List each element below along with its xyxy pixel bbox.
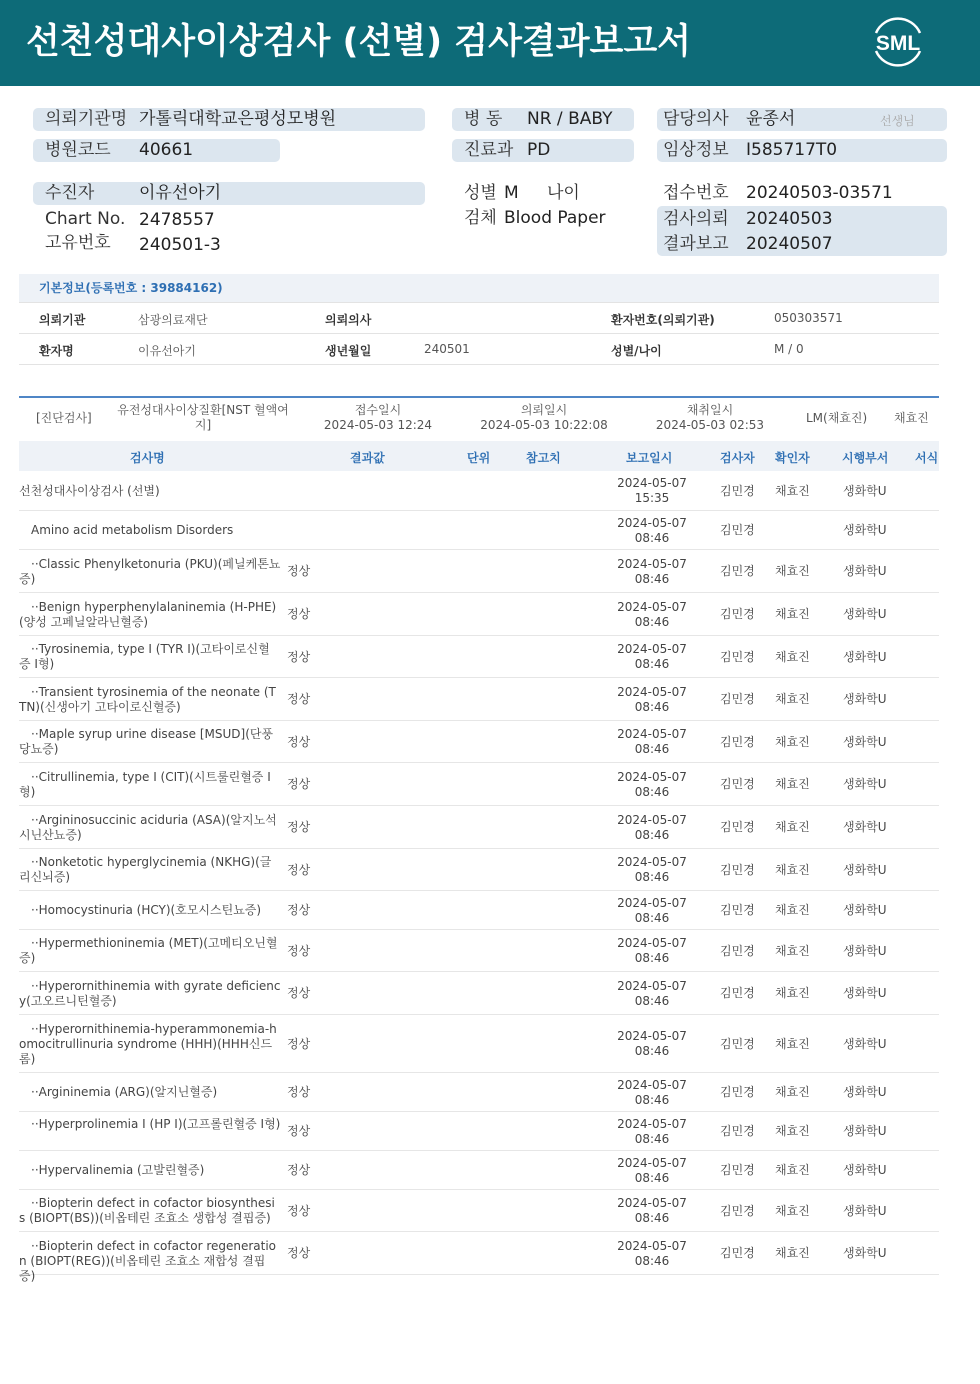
test-name: ··Classic Phenylketonuria (PKU)(페닐케톤뇨증): [19, 557, 281, 586]
col-checker: 확인자: [775, 451, 810, 465]
specimen-label: 검체: [464, 208, 497, 228]
col-result: 결과값: [350, 451, 385, 465]
department: 생화학U: [843, 650, 887, 664]
checker: 채효진: [775, 986, 810, 1000]
basic-info-heading-text: 기본정보(등록번호 : 39884162): [39, 281, 223, 295]
table-row: [19, 806, 939, 849]
basic-value: 240501: [424, 342, 470, 356]
test-name: ··Argininemia (ARG)(알지닌혈증): [31, 1085, 218, 1099]
reporter: 김민경: [720, 863, 755, 877]
checker: 채효진: [775, 1204, 810, 1218]
basic-key: 환자명: [39, 344, 74, 358]
result-value: 정상: [287, 986, 311, 1000]
divider: [19, 333, 939, 334]
result-value: 정상: [287, 1163, 311, 1177]
col-reporter: 검사자: [720, 451, 755, 465]
report-date: 2024-05-07 08:46: [617, 813, 687, 842]
department: 생화학U: [843, 607, 887, 621]
reporter: 김민경: [720, 650, 755, 664]
col-unit: 단위: [467, 451, 491, 465]
test-name: ··Citrullinemia, type I (CIT)(시트룰린혈증 I형): [19, 770, 271, 799]
table-row: [19, 1190, 939, 1232]
checker: 채효진: [775, 607, 810, 621]
test-name: Amino acid metabolism Disorders: [31, 523, 234, 537]
table-row: [19, 972, 939, 1015]
col-department: 시행부서: [842, 451, 889, 465]
reporter: 김민경: [720, 735, 755, 749]
reporter: 김민경: [720, 1037, 755, 1051]
department: 생화학U: [843, 735, 887, 749]
doctor-value: 윤종서: [746, 109, 796, 129]
reporter: 김민경: [720, 1204, 755, 1218]
report-date: 2024-05-07 08:46: [617, 979, 687, 1008]
report-date: 2024-05-07 08:46: [617, 600, 687, 629]
patient-value: 이유선아기: [139, 183, 222, 203]
checker: 채효진: [775, 777, 810, 791]
table-row: [19, 930, 939, 972]
test-name: ··Biopterin defect in cofactor biosynthesis (BIOPT(BS))(비옵테린 조효소 생합성 결핍증): [19, 1196, 275, 1225]
reporter: 김민경: [720, 607, 755, 621]
basic-value: M / 0: [774, 342, 804, 356]
report-header: [0, 0, 980, 86]
ward-label: 병 동: [464, 109, 503, 129]
reporter: 김민경: [720, 777, 755, 791]
receipt-time-value: 2024-05-03 12:24: [323, 418, 433, 432]
checker: 채효진: [775, 1246, 810, 1260]
test-category: [진단검사]: [36, 411, 92, 425]
test-name: ··Maple syrup urine disease [MSUD](단풍당뇨증): [19, 727, 274, 756]
checker: 채효진: [775, 820, 810, 834]
table-row: [19, 1015, 939, 1073]
unique-value: 240501-3: [139, 235, 221, 255]
result-value: 정상: [287, 903, 311, 917]
result-value: 정상: [287, 564, 311, 578]
result-value: 정상: [287, 944, 311, 958]
result-value: 정상: [287, 650, 311, 664]
report-date: 2024-05-07 08:46: [617, 516, 687, 545]
department: 생화학U: [843, 1037, 887, 1051]
sex-value: M: [504, 183, 519, 203]
result-value: 정상: [287, 820, 311, 834]
checker: 채효진: [775, 944, 810, 958]
hospital-label: 의뢰기관명: [45, 109, 128, 129]
ward-value: NR / BABY: [527, 109, 613, 129]
report-date: 2024-05-07 08:46: [617, 1239, 687, 1268]
table-row: [19, 763, 939, 806]
table-row: [19, 511, 939, 550]
test-name: ··Hypermethioninemia (MET)(고메티오닌혈증): [19, 936, 278, 965]
department: 생화학U: [843, 692, 887, 706]
checker: 채효진: [775, 903, 810, 917]
basic-value: 삼광의료재단: [138, 313, 208, 327]
checker: 채효진: [775, 1037, 810, 1051]
report-date: 2024-05-07 08:46: [617, 896, 687, 925]
table-row: [19, 721, 939, 763]
test-name: 유전성대사이상질환[NST 혈액여지]: [117, 403, 289, 432]
lab-name: LM(채효진): [806, 411, 868, 425]
report-date: 2024-05-07 08:46: [617, 1078, 687, 1107]
col-report-date: 보고일시: [626, 451, 673, 465]
table-row: [19, 891, 939, 930]
test-name: ··Biopterin defect in cofactor regeneration (BIOPT(REG))(비옵테린 조효소 재합성 결핍증): [19, 1239, 277, 1283]
checker: 채효진: [775, 650, 810, 664]
result-value: 정상: [287, 777, 311, 791]
report-date: 2024-05-07 08:46: [617, 770, 687, 799]
report-date: 2024-05-07 08:46: [617, 642, 687, 671]
report-date: 2024-05-07 08:46: [617, 1156, 687, 1185]
test-name: ··Hypervalinemia (고발린혈증): [31, 1163, 205, 1177]
section-rule: [19, 396, 939, 398]
basic-info-heading: [19, 274, 939, 302]
col-form: 서식: [915, 451, 939, 465]
department: 생화학U: [843, 484, 887, 498]
table-row: [19, 1112, 939, 1151]
result-value: 정상: [287, 1124, 311, 1138]
test-name: ··Nonketotic hyperglycinemia (NKHG)(글리신뇌증): [19, 855, 272, 884]
dept-label: 진료과: [464, 140, 514, 160]
table-row: [19, 849, 939, 891]
test-name: ··Hyperornithinemia-hyperammonemia-homocitrullinuria syndrome (HHH)(HHH신드롬): [19, 1022, 277, 1066]
result-value: 정상: [287, 1246, 311, 1260]
basic-key: 환자번호(의뢰기관): [611, 313, 715, 327]
basic-key: 성별/나이: [611, 344, 662, 358]
department: 생화학U: [843, 1246, 887, 1260]
result-value: 정상: [287, 692, 311, 706]
receipt-label: 접수번호: [663, 183, 729, 203]
divider: [19, 364, 939, 365]
request-time: [477, 403, 611, 433]
receipt-time: [318, 403, 438, 433]
department: 생화학U: [843, 777, 887, 791]
test-name: ··Argininosuccinic aciduria (ASA)(알지노석시닌산뇨증): [19, 813, 277, 842]
report-date-label: 결과보고: [663, 234, 729, 254]
checker: 채효진: [775, 1085, 810, 1099]
result-value: 정상: [287, 735, 311, 749]
table-row: [19, 1073, 939, 1112]
clinical-label: 임상정보: [663, 140, 729, 160]
table-row: [19, 636, 939, 678]
basic-key: 생년월일: [325, 344, 372, 358]
test-name: ··Hyperornithinemia with gyrate deficiency(고오르니틴혈증): [19, 979, 281, 1008]
basic-key: 의뢰기관: [39, 313, 86, 327]
reporter: 김민경: [720, 564, 755, 578]
sex-label: 성별: [464, 183, 497, 203]
department: 생화학U: [843, 903, 887, 917]
report-date: 2024-05-07 08:46: [617, 1029, 687, 1058]
result-value: 정상: [287, 863, 311, 877]
receipt-value: 20240503-03571: [746, 183, 893, 203]
collect-time-value: 2024-05-03 02:53: [655, 418, 765, 432]
basic-key: 의뢰의사: [325, 313, 372, 327]
sml-logo: [866, 13, 930, 71]
result-value: 정상: [287, 607, 311, 621]
doctor-label: 담당의사: [663, 109, 729, 129]
specimen-value: Blood Paper: [504, 208, 606, 228]
report-date: 2024-05-07 08:46: [617, 1117, 687, 1146]
checker: 채효진: [775, 1163, 810, 1177]
department: 생화학U: [843, 944, 887, 958]
reporter: 김민경: [720, 1163, 755, 1177]
reporter: 김민경: [720, 484, 755, 498]
code-label: 병원코드: [45, 140, 111, 160]
test-name: ··Transient tyrosinemia of the neonate (TTN)(신생아기 고타이로신혈증): [19, 685, 276, 714]
department: 생화학U: [843, 1204, 887, 1218]
request-time-label: 의뢰일시: [520, 403, 568, 417]
report-title: 선천성대사이상검사 (선별) 검사결과보고서: [26, 22, 691, 62]
table-row: [19, 550, 939, 593]
department: 생화학U: [843, 1085, 887, 1099]
reporter: 김민경: [720, 820, 755, 834]
sml-logo-text: SML: [875, 32, 921, 55]
request-value: 20240503: [746, 209, 833, 229]
checker: 채효진: [775, 692, 810, 706]
reporter: 김민경: [720, 523, 755, 537]
collect-time-label: 채취일시: [686, 403, 734, 417]
table-row: [19, 471, 939, 511]
divider: [19, 302, 939, 303]
department: 생화학U: [843, 820, 887, 834]
checker: 채효진: [775, 484, 810, 498]
department: 생화학U: [843, 1124, 887, 1138]
chart-value: 2478557: [139, 210, 215, 230]
dept-value: PD: [527, 140, 551, 160]
request-time-value: 2024-05-03 10:22:08: [480, 418, 608, 432]
table-row: [19, 678, 939, 721]
department: 생화학U: [843, 986, 887, 1000]
receipt-time-label: 접수일시: [354, 403, 402, 417]
basic-value: 이유선아기: [138, 344, 196, 358]
result-value: 정상: [287, 1037, 311, 1051]
test-name: ··Tyrosinemia, type I (TYR I)(고타이로신혈증 I형): [19, 642, 270, 671]
department: 생화학U: [843, 863, 887, 877]
collect-time: [650, 403, 770, 433]
reporter: 김민경: [720, 1085, 755, 1099]
age-label: 나이: [547, 183, 580, 203]
reporter: 김민경: [720, 1124, 755, 1138]
test-name: ··Benign hyperphenylalaninemia (H-PHE)(양성 고페닐알라닌혈증): [19, 600, 277, 629]
report-date: 2024-05-07 08:46: [617, 1196, 687, 1225]
test-name: ··Homocystinuria (HCY)(호모시스틴뇨증): [31, 903, 262, 917]
report-date: 2024-05-07 08:46: [617, 557, 687, 586]
result-value: 정상: [287, 1204, 311, 1218]
unique-label: 고유번호: [45, 233, 111, 253]
report-date: 2024-05-07 15:35: [617, 476, 687, 505]
hospital-value: 가톨릭대학교은평성모병원: [139, 109, 337, 129]
checker: 채효진: [775, 1124, 810, 1138]
code-value: 40661: [139, 140, 194, 160]
table-row: [19, 593, 939, 636]
test-name: 선천성대사이상검사 (선별): [19, 484, 160, 498]
chart-label: Chart No.: [45, 209, 126, 229]
reporter: 김민경: [720, 903, 755, 917]
checker: 채효진: [775, 735, 810, 749]
doctor-suffix: 선생님: [880, 114, 915, 128]
department: 생화학U: [843, 564, 887, 578]
table-row: [19, 1232, 939, 1283]
patient-label: 수진자: [45, 183, 95, 203]
reporter: 김민경: [720, 1246, 755, 1260]
checker: 채효진: [775, 564, 810, 578]
department: 생화학U: [843, 1163, 887, 1177]
report-date: 2024-05-07 08:46: [617, 936, 687, 965]
reporter: 김민경: [720, 692, 755, 706]
report-date-value: 20240507: [746, 234, 833, 254]
report-date: 2024-05-07 08:46: [617, 685, 687, 714]
reporter: 김민경: [720, 986, 755, 1000]
reporter: 김민경: [720, 944, 755, 958]
checker: 채효진: [775, 863, 810, 877]
result-value: 정상: [287, 1085, 311, 1099]
request-label: 검사의뢰: [663, 209, 729, 229]
clinical-value: I585717T0: [746, 140, 838, 160]
department: 생화학U: [843, 523, 887, 537]
test-name: ··Hyperprolinemia I (HP I)(고프롤린혈증 I형): [31, 1117, 281, 1131]
col-test-name: 검사명: [130, 451, 165, 465]
lab-person: 채효진: [894, 411, 929, 425]
table-row: [19, 1151, 939, 1190]
report-date: 2024-05-07 08:46: [617, 855, 687, 884]
basic-value: 050303571: [774, 311, 843, 325]
report-date: 2024-05-07 08:46: [617, 727, 687, 756]
col-reference: 참고치: [526, 451, 561, 465]
